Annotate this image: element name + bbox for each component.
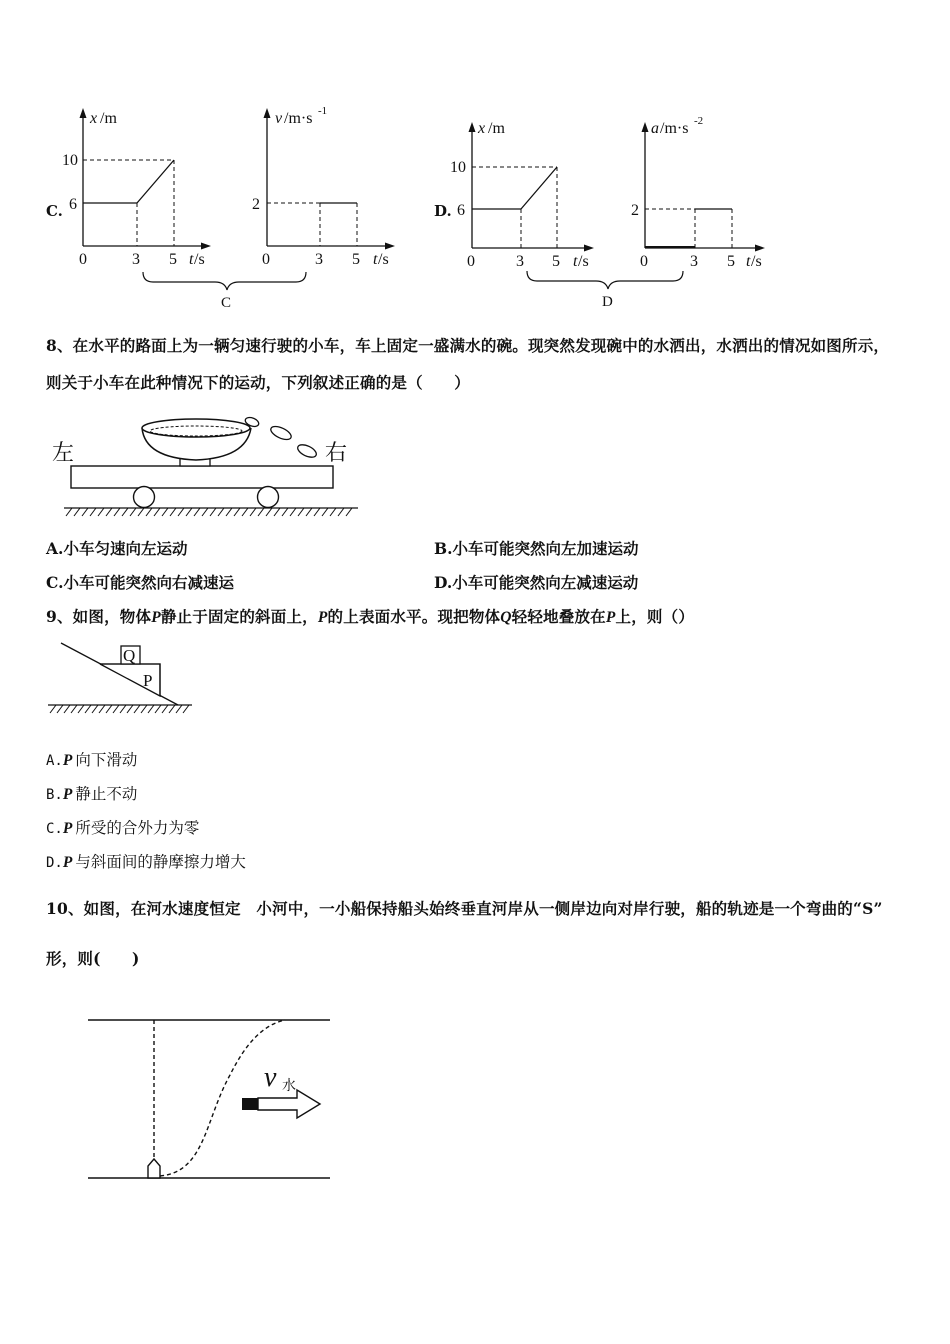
svg-text:6: 6 <box>457 202 465 219</box>
svg-text:水: 水 <box>282 1079 296 1094</box>
svg-text:5: 5 <box>169 251 177 268</box>
svg-text:a: a <box>651 120 659 137</box>
svg-text:v: v <box>275 110 283 127</box>
q8-option-c-text: 小车可能突然向右减速运 <box>63 573 234 592</box>
q9-option-d[interactable]: D.P 与斜面间的静摩擦力增大 <box>46 853 246 871</box>
q8-text-line1: 8、在水平的路面上为一辆匀速行驶的小车，车上固定一盛满水的碗。现突然发现碗中的水洒出，水洒出的情况如图所示， <box>46 336 890 355</box>
svg-text:v: v <box>264 1062 277 1093</box>
svg-text:3: 3 <box>690 253 698 270</box>
q8-option-a-key: A. <box>46 539 64 558</box>
svg-text:/m: /m <box>488 120 505 137</box>
svg-text:D: D <box>602 294 613 310</box>
svg-text:/m·s: /m·s <box>660 120 689 137</box>
q9-option-c[interactable]: C.P 所受的合外力为零 <box>46 819 200 837</box>
svg-text:t: t <box>746 253 751 270</box>
svg-text:左: 左 <box>52 440 75 465</box>
q8-option-a-text: 小车匀速向左运动 <box>63 539 188 558</box>
q9-option-a[interactable]: A.P 向下滑动 <box>46 751 138 769</box>
q9-option-a-text: 向下滑动 <box>75 751 138 769</box>
q9-option-c-key: C. <box>46 821 63 837</box>
q10-text-line2: 形，则( ) <box>46 949 140 968</box>
svg-text:/s: /s <box>378 251 389 268</box>
svg-text:0: 0 <box>467 253 475 270</box>
q9-option-b-key: B. <box>46 787 63 803</box>
q8-text-line2: 则关于小车在此种情况下的运动，下列叙述正确的是（ ） <box>46 373 470 392</box>
q10-text-line1: 10、如图，在河水速度恒定 小河中，一小船保持船头始终垂直河岸从一侧岸边向对岸行驶，船的轨迹是一个弯曲的“S” <box>46 899 883 918</box>
svg-text:C: C <box>221 295 232 311</box>
q9-option-a-key: A. <box>46 753 63 769</box>
q9-option-b[interactable]: B.P 静止不动 <box>46 785 138 803</box>
svg-text:3: 3 <box>315 251 323 268</box>
svg-text:P: P <box>143 671 153 690</box>
svg-text:/s: /s <box>578 253 589 270</box>
q8-option-d-key: D. <box>434 573 453 592</box>
option-c-key: C. <box>46 202 63 220</box>
svg-text:3: 3 <box>132 251 140 268</box>
svg-text:5: 5 <box>727 253 735 270</box>
q8-option-c-key: C. <box>46 573 64 592</box>
option-d-key: D. <box>434 202 452 220</box>
svg-text:5: 5 <box>552 253 560 270</box>
svg-text:3: 3 <box>516 253 524 270</box>
svg-text:t: t <box>189 251 194 268</box>
q8-option-d-text: 小车可能突然向左减速运动 <box>452 573 639 592</box>
q9-option-b-text: 静止不动 <box>75 785 138 803</box>
svg-text:2: 2 <box>631 202 639 219</box>
svg-text:-1: -1 <box>318 105 328 117</box>
svg-text:/s: /s <box>194 251 205 268</box>
svg-text:-2: -2 <box>694 115 704 127</box>
q9-option-d-text: 与斜面间的静摩擦力增大 <box>75 853 246 871</box>
svg-text:Q: Q <box>123 646 136 665</box>
q8-option-d[interactable] <box>434 572 638 594</box>
svg-text:0: 0 <box>640 253 648 270</box>
svg-text:0: 0 <box>79 251 87 268</box>
svg-text:右: 右 <box>325 440 348 465</box>
svg-text:t: t <box>573 253 578 270</box>
svg-text:0: 0 <box>262 251 270 268</box>
svg-text:t: t <box>373 251 378 268</box>
svg-text:2: 2 <box>252 196 260 213</box>
svg-text:/s: /s <box>751 253 762 270</box>
q8-option-c[interactable] <box>46 572 234 594</box>
q9-option-c-text: 所受的合外力为零 <box>75 819 200 837</box>
q8-option-b[interactable] <box>434 538 639 560</box>
svg-text:6: 6 <box>69 196 77 213</box>
q8-option-b-key: B. <box>434 539 453 558</box>
q8-option-a[interactable] <box>46 538 187 560</box>
axis-label-x: x <box>90 110 98 127</box>
svg-text:10: 10 <box>62 152 78 169</box>
q9-option-d-key: D. <box>46 855 63 871</box>
q9-text: 9、如图，物体P静止于固定的斜面上，P的上表面水平。现把物体Q轻轻地叠放在P上，则（） <box>46 607 695 626</box>
svg-text:5: 5 <box>352 251 360 268</box>
svg-text:x: x <box>478 120 486 137</box>
svg-text:10: 10 <box>450 159 466 176</box>
svg-text:/m·s: /m·s <box>284 110 313 127</box>
q8-option-b-text: 小车可能突然向左加速运动 <box>452 539 639 558</box>
svg-text:/m: /m <box>100 110 117 127</box>
